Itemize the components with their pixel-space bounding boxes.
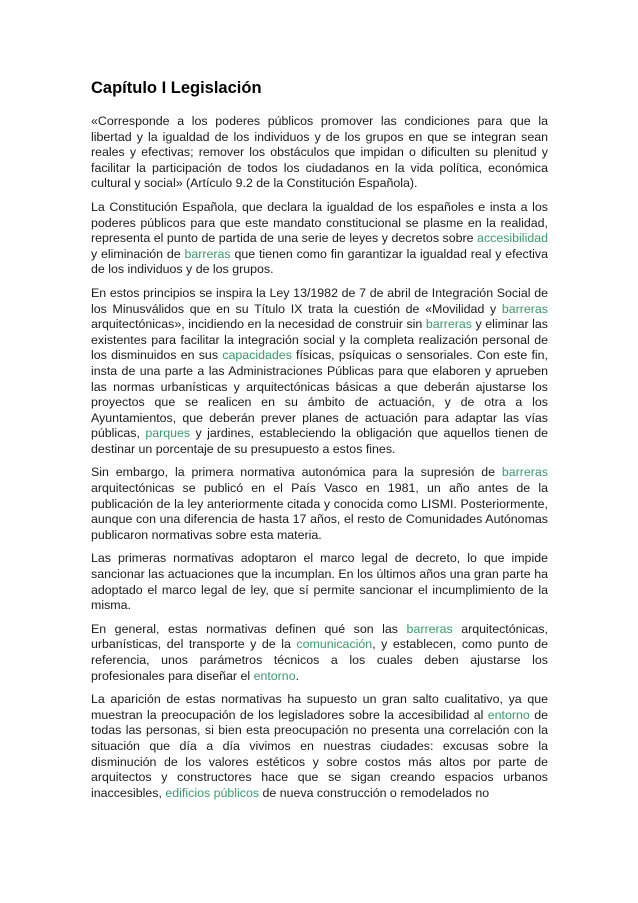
- text-run: En estos principios se inspira la Ley 13/1982 de 7 de abril de Integración Social de los Minusválidos que en su Título IX trata la cuestión de «Movilidad y: [91, 285, 548, 316]
- chapter-title: Capítulo I Legislación: [91, 79, 262, 97]
- text-run: y eliminación de: [91, 246, 185, 261]
- text-run: Las primeras normativas adoptaron el marco legal de decreto, lo que impide sancionar las actuaciones que la incumplan. En los últimos años una gran parte ha adoptado el marco legal de ley, que sí permite sancionar el incumplimiento de la misma.: [91, 551, 548, 613]
- text-run: arquitectónicas», incidiendo en la necesidad de construir sin: [91, 317, 426, 332]
- text-run: físicas, psíquicas o sensoriales. Con este fin, insta de una parte a las Administraciones Públicas para que elaboren y aprueben las normas urbanísticas y arquitectónicas básicas a que deberán ajustarse los proyectos que se realicen en su ámbito de actuación, y de otra a los Ayuntamientos, que deberán prever planes de actuación para adaptar las vías públicas,: [91, 348, 549, 441]
- text-run: y eliminar las existentes para facilitar la integración social y la completa realización personal de los disminuidos en sus: [91, 317, 548, 363]
- document-page: [91, 78, 548, 809]
- text-run: En general, estas normativas definen qué son las: [91, 621, 407, 636]
- text-run: de nueva construcción o remodelados no: [259, 785, 490, 800]
- text-run: arquitectónicas se publicó en el País Vasco en 1981, un año antes de la publicación de la ley anteriormente citada y conocida como LISMI. Posteriormente, aunque con una diferencia de hasta 17 años, el resto de Comunidades Autónomas publicaron normativas sobre esta materia.: [91, 481, 548, 542]
- paragraph: [91, 465, 548, 543]
- inline-link[interactable]: entorno: [487, 707, 530, 722]
- inline-link[interactable]: barreras: [184, 246, 231, 261]
- inline-link[interactable]: comunicación: [296, 637, 373, 652]
- text-run: que tienen como fin garantizar la igualdad real y efectiva de los individuos y de los grupos.: [91, 246, 548, 277]
- text-run: La Constitución Española, que declara la igualdad de los españoles e insta a los poderes públicos para que este mandato constitucional se plasme en la realidad, representa el punto de partida de una serie de leyes y decretos sobre: [91, 199, 548, 246]
- text-run: de todas las personas, si bien esta preocupación no presenta una correlación con la situación que día a día vivimos en nuestras ciudades: excusas sobre la disminución de los valores estéticos y sobre costos más altos por parte de arquitectos y constructores hace que se sigan creando espacios urbanos inaccesibles,: [91, 707, 548, 800]
- inline-link[interactable]: accesibilidad: [477, 231, 548, 246]
- inline-link[interactable]: barreras: [425, 317, 472, 332]
- text-run: «Corresponde a los poderes públicos promover las condiciones para que la libertad y la igualdad de los individuos y de los grupos en que se integran sean reales y efectivas; remover los obstáculos que impidan o dificulten su plenitud y facilitar la participación de todos los ciudadanos en la vida política, económica cultural y social» (Artículo 9.2 de la Constitución Española).: [91, 114, 548, 191]
- inline-link[interactable]: entorno: [253, 668, 296, 683]
- text-run: La aparición de estas normativas ha supuesto un gran salto cualitativo, ya que muestran la preocupación de los legisladores sobre la accesibilidad al: [91, 692, 548, 722]
- text-run: arquitectónicas, urbanísticas, del transporte y de la: [91, 621, 549, 652]
- inline-link[interactable]: capacidades: [222, 348, 292, 363]
- text-run: y jardines, estableciendo la obligación que aquellos tienen de destinar un porcentaje de su presupuesto a estos fines.: [91, 426, 548, 456]
- inline-link[interactable]: barreras: [406, 621, 453, 636]
- inline-link[interactable]: edificios públicos: [165, 785, 260, 800]
- text-run: Sin embargo, la primera normativa autonómica para la supresión de: [91, 465, 502, 480]
- paragraph: [91, 286, 548, 458]
- inline-link[interactable]: parques: [145, 426, 191, 441]
- paragraph: [91, 200, 548, 278]
- inline-link[interactable]: barreras: [501, 465, 548, 480]
- paragraph: [91, 692, 548, 801]
- document-body: [91, 114, 548, 801]
- text-run: .: [295, 668, 300, 683]
- paragraph: [91, 551, 548, 613]
- inline-link[interactable]: barreras: [501, 301, 548, 316]
- paragraph: [91, 114, 548, 192]
- paragraph: [91, 622, 548, 684]
- text-run: , y establecen, como punto de referencia, unos parámetros técnicos a los cuales deben ajustarse los profesionales para diseñar el: [91, 637, 548, 683]
